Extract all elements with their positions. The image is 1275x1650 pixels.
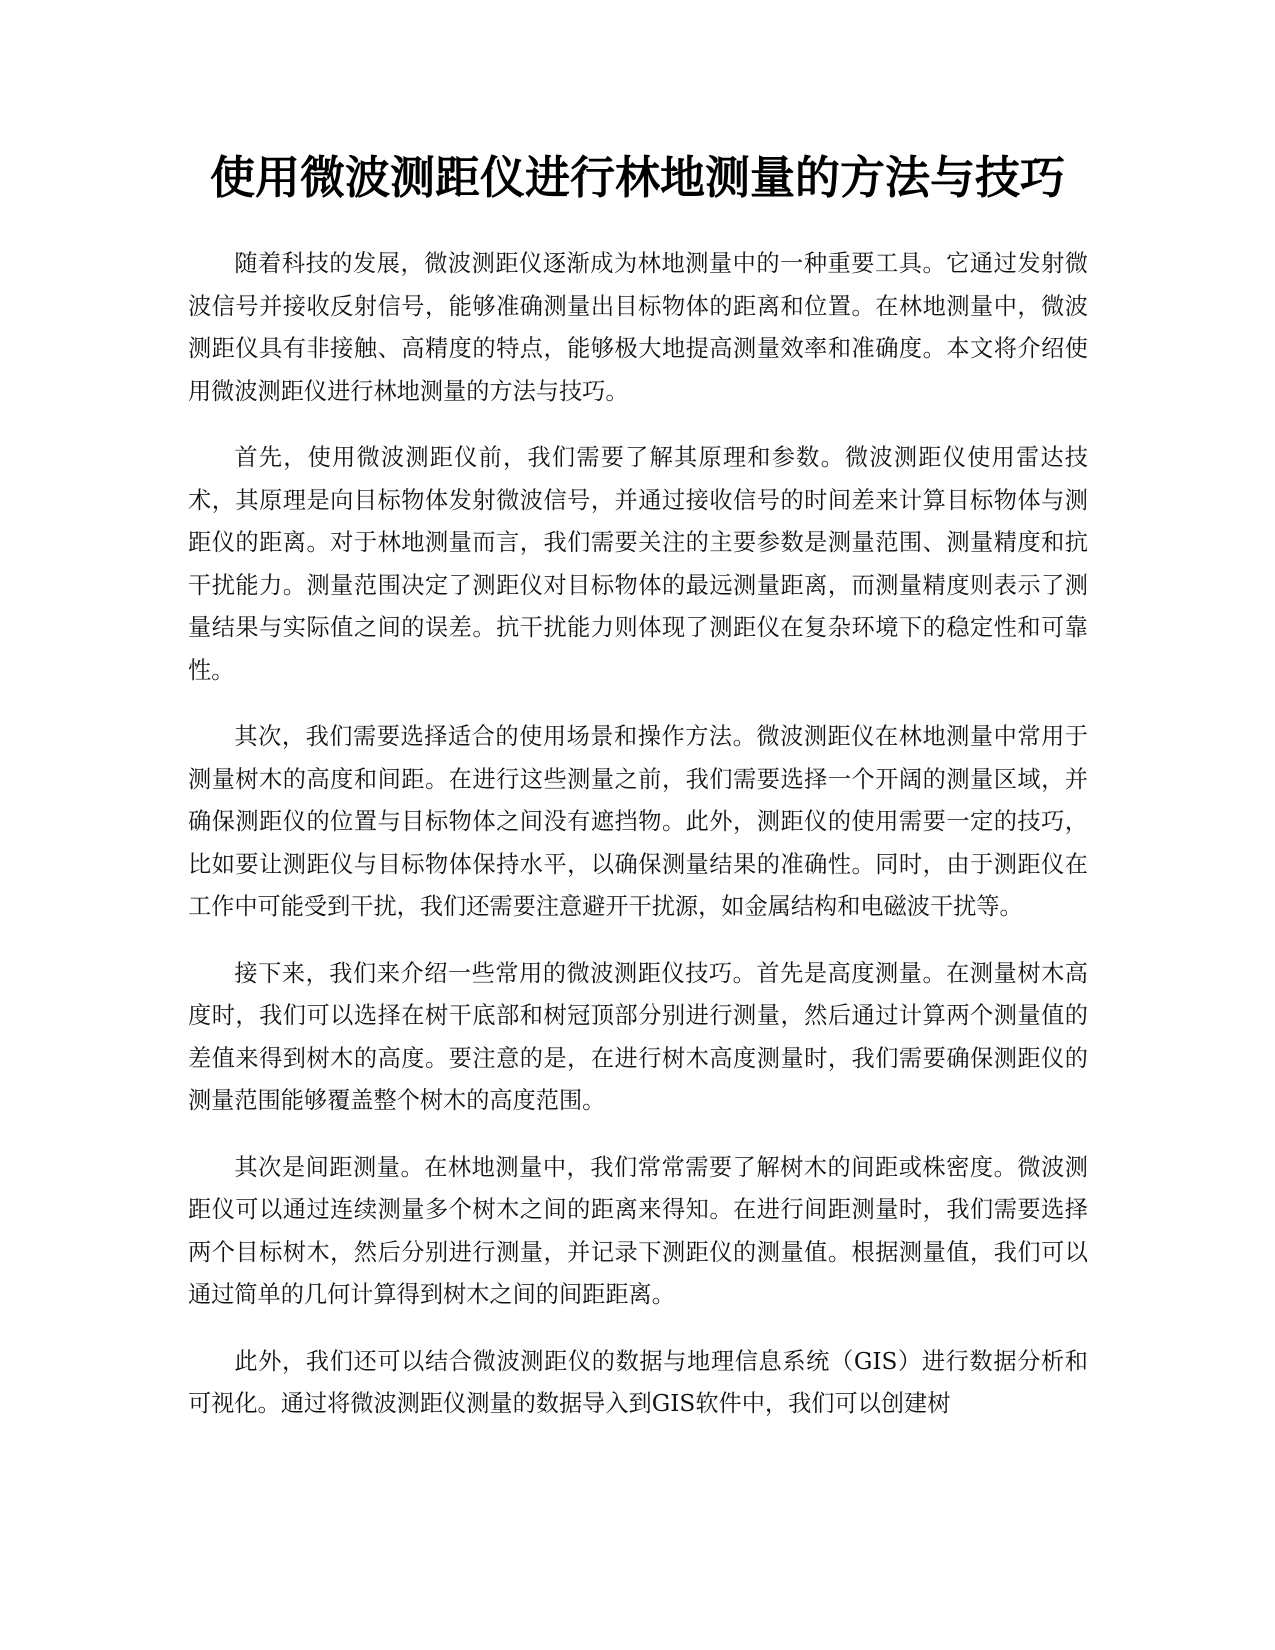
paragraph-scenarios: 其次，我们需要选择适合的使用场景和操作方法。微波测距仪在林地测量中常用于测量树木的高度和间距。在进行这些测量之前，我们需要选择一个开阔的测量区域，并确保测距仪的位置与目标物体之间没有遮挡物。此外，测距仪的使用需要一定的技巧，比如要让测距仪与目标物体保持水平，以确保测量结果的准确性。同时，由于测距仪在工作中可能受到干扰，我们还需要注意避开干扰源，如金属结构和电磁波干扰等。 — [188, 723, 1088, 920]
paragraph-spacing-measurement: 其次是间距测量。在林地测量中，我们常常需要了解树木的间距或株密度。微波测距仪可以通过连续测量多个树木之间的距离来得知。在进行间距测量时，我们需要选择两个目标树木，然后分别进行测量，并记录下测距仪的测量值。根据测量值，我们可以通过简单的几何计算得到树木之间的间距距离。 — [188, 1153, 1088, 1308]
paragraph-intro: 随着科技的发展，微波测距仪逐渐成为林地测量中的一种重要工具。它通过发射微波信号并接收反射信号，能够准确测量出目标物体的距离和位置。在林地测量中，微波测距仪具有非接触、高精度的特点，能够极大地提高测量效率和准确度。本文将介绍使用微波测距仪进行林地测量的方法与技巧。 — [188, 250, 1088, 405]
document-body — [188, 243, 1088, 1450]
paragraph-principles: 首先，使用微波测距仪前，我们需要了解其原理和参数。微波测距仪使用雷达技术，其原理是向目标物体发射微波信号，并通过接收信号的时间差来计算目标物体与测距仪的距离。对于林地测量而言，我们需要关注的主要参数是测量范围、测量精度和抗干扰能力。测量范围决定了测距仪对目标物体的最远测量距离，而测量精度则表示了测量结果与实际值之间的误差。抗干扰能力则体现了测距仪在复杂环境下的稳定性和可靠性。 — [188, 444, 1088, 684]
paragraph-gis: 此外，我们还可以结合微波测距仪的数据与地理信息系统（GIS）进行数据分析和可视化。通过将微波测距仪测量的数据导入到GIS软件中，我们可以创建树 — [188, 1347, 1088, 1417]
document-title: 使用微波测距仪进行林地测量的方法与技巧 — [209, 151, 1065, 204]
paragraph-height-measurement: 接下来，我们来介绍一些常用的微波测距仪技巧。首先是高度测量。在测量树木高度时，我们可以选择在树干底部和树冠顶部分别进行测量，然后通过计算两个测量值的差值来得到树木的高度。要注意的是，在进行树木高度测量时，我们需要确保测距仪的测量范围能够覆盖整个树木的高度范围。 — [188, 959, 1088, 1114]
